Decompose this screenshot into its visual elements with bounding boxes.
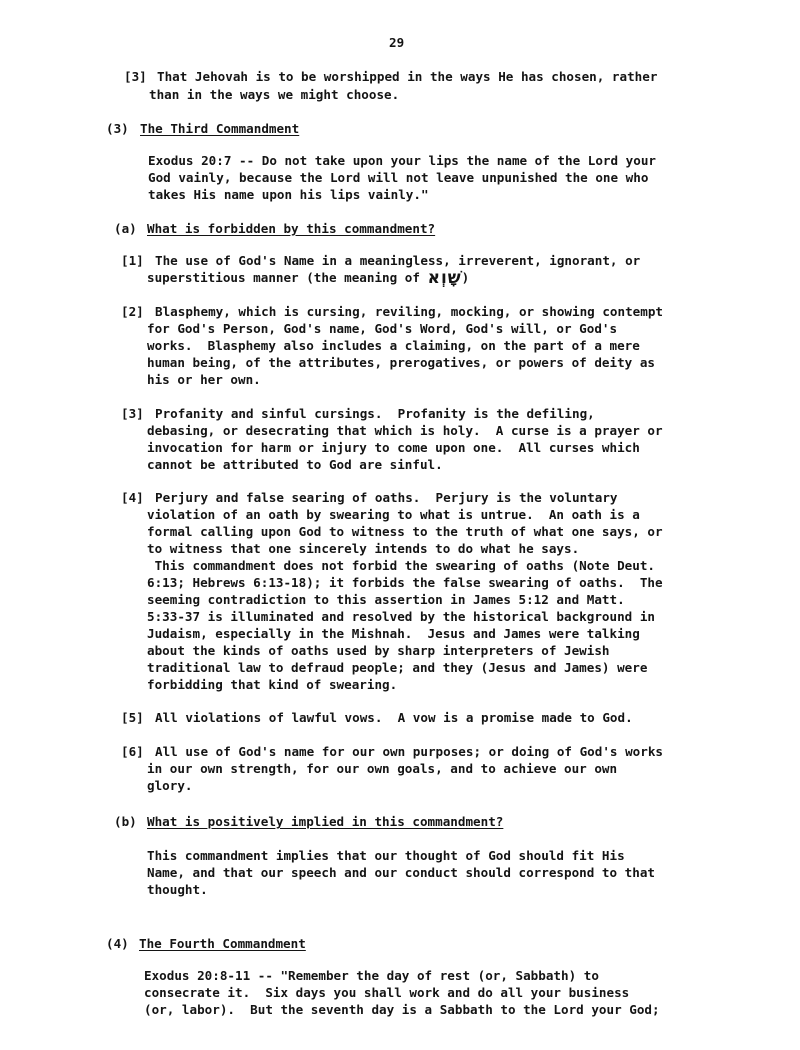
- item-text: All violations of lawful vows. A vow is a promise made to God.: [155, 710, 633, 725]
- scripture-quote-line: Exodus 20:7 -- Do not take upon your lips the name of the Lord your: [148, 153, 656, 168]
- item-marker: [3]: [121, 406, 144, 421]
- page-number: 29: [389, 35, 405, 50]
- scripture-quote-line: takes His name upon his lips vainly.": [148, 187, 429, 202]
- close-paren: ): [461, 270, 470, 285]
- item-text: Profanity and sinful cursings. Profanity is the defiling,: [155, 406, 595, 421]
- item-text: his or her own.: [147, 372, 261, 387]
- item-text: 5:33-37 is illuminated and resolved by the historical background in: [147, 609, 655, 624]
- item-text: The use of God's Name in a meaningless, irreverent, ignorant, or: [155, 253, 641, 268]
- item-text: works. Blasphemy also includes a claiming, on the part of a mere: [147, 338, 640, 353]
- third-commandment-heading: The Third Commandment: [140, 121, 300, 136]
- paragraph-line: This commandment implies that our thought of God should fit His: [147, 848, 625, 863]
- item-marker: [3]: [124, 69, 147, 84]
- item-text: traditional law to defraud people; and they (Jesus and James) were: [147, 660, 648, 675]
- item-text: Judaism, especially in the Mishnah. Jesus and James were talking: [147, 626, 640, 641]
- item-text: than in the ways we might choose.: [149, 87, 400, 102]
- scripture-quote-line: Exodus 20:8-11 -- "Remember the day of rest (or, Sabbath) to: [144, 968, 599, 983]
- item-text: forbidding that kind of swearing.: [147, 677, 398, 692]
- section-marker: (4): [106, 936, 129, 951]
- paragraph-line: thought.: [147, 882, 208, 897]
- item-text: That Jehovah is to be worshipped in the ways He has chosen, rather: [157, 69, 658, 84]
- item-text: formal calling upon God to witness to the truth of what one says, or: [147, 524, 663, 539]
- item-text: about the kinds of oaths used by sharp interpreters of Jewish: [147, 643, 610, 658]
- subsection-marker: (b): [114, 814, 137, 829]
- item-marker: [1]: [121, 253, 144, 268]
- item-text: in our own strength, for our own goals, and to achieve our own: [147, 761, 618, 776]
- section-marker: (3): [106, 121, 129, 136]
- item-text: debasing, or desecrating that which is holy. A curse is a prayer or: [147, 423, 663, 438]
- fourth-commandment-heading: The Fourth Commandment: [139, 936, 306, 951]
- item-marker: [2]: [121, 304, 144, 319]
- item-text: cannot be attributed to God are sinful.: [147, 457, 443, 472]
- item-text: violation of an oath by swearing to what is untrue. An oath is a: [147, 507, 640, 522]
- scripture-quote-line: (or, labor). But the seventh day is a Sabbath to the Lord your God;: [144, 1002, 660, 1017]
- item-text: superstitious manner (the meaning of: [147, 270, 420, 285]
- implied-heading: What is positively implied in this commandment?: [147, 814, 504, 829]
- scripture-quote-line: God vainly, because the Lord will not leave unpunished the one who: [148, 170, 649, 185]
- item-text: seeming contradiction to this assertion in James 5:12 and Matt.: [147, 592, 625, 607]
- forbidden-heading: What is forbidden by this commandment?: [147, 221, 436, 236]
- item-text: for God's Person, God's name, God's Word, God's will, or God's: [147, 321, 618, 336]
- item-text: Perjury and false searing of oaths. Perjury is the voluntary: [155, 490, 618, 505]
- item-text: All use of God's name for our own purposes; or doing of God's works: [155, 744, 663, 759]
- item-marker: [4]: [121, 490, 144, 505]
- item-text-with-hebrew: [147, 269, 469, 287]
- item-text: This commandment does not forbid the swearing of oaths (Note Deut.: [147, 558, 655, 573]
- scripture-quote-line: consecrate it. Six days you shall work and do all your business: [144, 985, 630, 1000]
- subsection-marker: (a): [114, 221, 137, 236]
- hebrew-word: שָׁוְא: [427, 268, 462, 288]
- item-text: human being, of the attributes, prerogatives, or powers of deity as: [147, 355, 655, 370]
- item-marker: [5]: [121, 710, 144, 725]
- item-marker: [6]: [121, 744, 144, 759]
- paragraph-line: Name, and that our speech and our conduct should correspond to that: [147, 865, 655, 880]
- item-text: 6:13; Hebrews 6:13-18); it forbids the false swearing of oaths. The: [147, 575, 663, 590]
- item-text: to witness that one sincerely intends to do what he says.: [147, 541, 580, 556]
- item-text: Blasphemy, which is cursing, reviling, mocking, or showing contempt: [155, 304, 663, 319]
- item-text: glory.: [147, 778, 193, 793]
- item-text: invocation for harm or injury to come upon one. All curses which: [147, 440, 640, 455]
